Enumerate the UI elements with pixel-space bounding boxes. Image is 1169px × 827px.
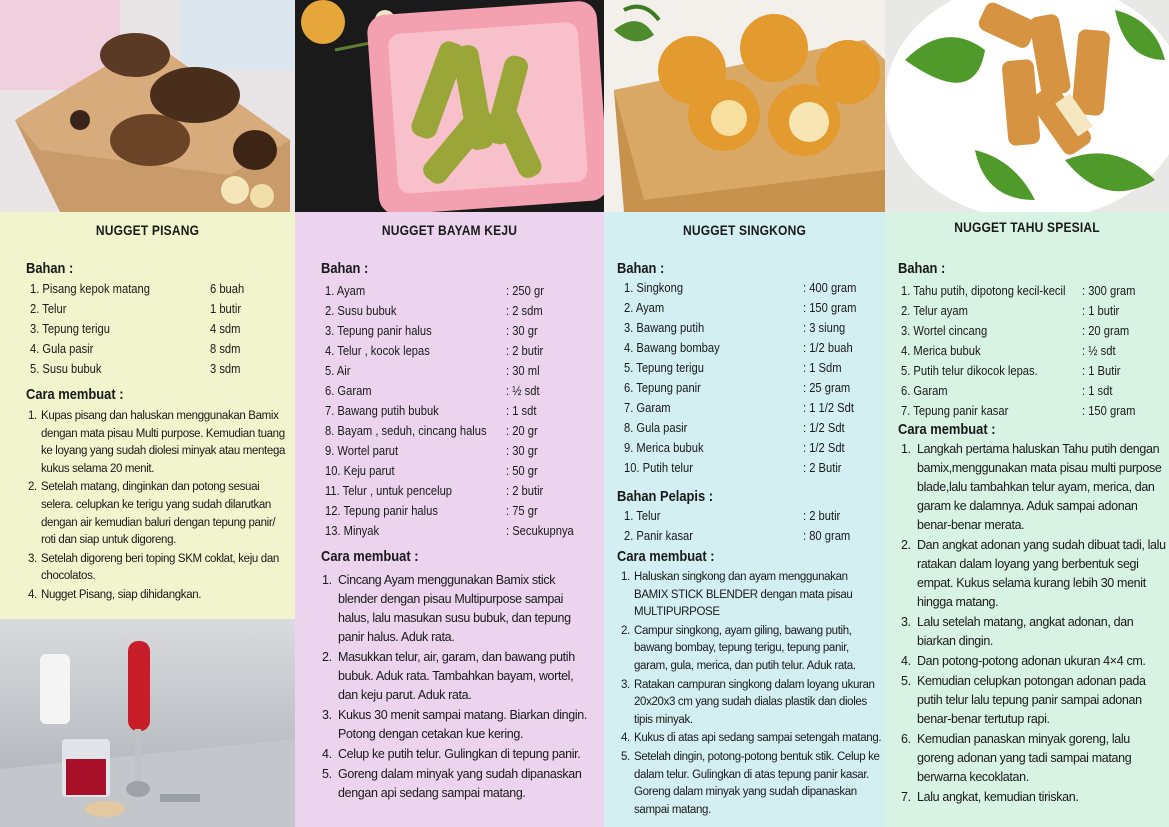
list-item: 6. Tepung panir : 25 gram xyxy=(624,380,851,395)
ingredients-list xyxy=(624,278,882,478)
recipe-panel-singkong xyxy=(604,212,885,827)
ingredients-list xyxy=(901,281,1166,421)
coating-heading: Bahan Pelapis : xyxy=(617,488,714,505)
list-item: 2. Setelah matang, dinginkan dan potong sesuai selera. celupkan ke terigu yang sudah dilarutkan dengan air kemudian baluri dengan tepung panir/ roti dan siap untuk digoreng. xyxy=(28,481,276,547)
list-item: 3. Wortel cincang : 20 gram xyxy=(901,323,1130,338)
list-item: 2. Dan angkat adonan yang sudah dibuat tadi, lalu ratakan dalam loyang yang berbentuk segi empat. Kukus selama kurang lebih 30 menit hingga matang. xyxy=(901,538,1166,609)
list-item: 11. Telur , untuk pencelup : 2 butir xyxy=(325,483,544,498)
ingredients-list xyxy=(30,279,290,379)
list-item: 1. Cincang Ayam menggunakan Bamix stick blender dengan pisau Multipurpose sampai halus, lalu masukan susu bubuk, dan tepung panir halus. Aduk rata. xyxy=(322,573,571,644)
method-heading: Cara membuat : xyxy=(617,548,715,565)
list-item: 12. Tepung panir halus : 75 gr xyxy=(325,503,538,518)
list-item: 1. Haluskan singkong dan ayam menggunakan BAMIX STICK BLENDER dengan mata pisau MULTIPURPOSE xyxy=(621,571,853,619)
list-item: 8. Gula pasir : 1/2 Sdt xyxy=(624,420,845,435)
recipe-panel-pisang xyxy=(0,212,295,619)
list-item: 1. Ayam : 250 gr xyxy=(325,283,544,298)
list-item: 5. Putih telur dikocok lepas. : 1 Butir xyxy=(901,363,1121,378)
list-item: 5. Kemudian celupkan potongan adonan pada putih telur lalu tepung panir sampai adonan benar-benar tertutup rapi. xyxy=(901,674,1146,726)
photo-nugget-pisang xyxy=(0,0,295,212)
list-item: 9. Wortel parut : 30 gr xyxy=(325,443,538,458)
list-item: 4. Gula pasir 8 sdm xyxy=(30,341,241,356)
list-item: 2. Susu bubuk : 2 sdm xyxy=(325,303,543,318)
list-item: 4. Merica bubuk : ½ sdt xyxy=(901,343,1116,358)
list-item: 1. Telur : 2 butir xyxy=(624,508,841,523)
method-steps xyxy=(901,440,1166,808)
list-item: 5. Tepung terigu : 1 Sdm xyxy=(624,360,842,375)
photo-nugget-tahu xyxy=(885,0,1169,212)
list-item: 1. Tahu putih, dipotong kecil-kecil : 300 gram xyxy=(901,283,1136,298)
list-item: 4. Nugget Pisang, siap dihidangkan. xyxy=(28,588,202,601)
recipe-title: NUGGET PISANG xyxy=(95,222,200,238)
ingredients-list xyxy=(325,281,600,541)
ingredients-heading: Bahan : xyxy=(898,260,946,277)
list-item: 4. Celup ke putih telur. Gulingkan di tepung panir. xyxy=(322,747,581,761)
recipe-column-pisang xyxy=(0,0,295,827)
list-item: 3. Bawang putih : 3 siung xyxy=(624,320,846,335)
list-item: 4. Telur , kocok lepas : 2 butir xyxy=(325,343,544,358)
list-item: 5. Air : 30 ml xyxy=(325,363,540,378)
list-item: 4. Bawang bombay : 1/2 buah xyxy=(624,340,853,355)
recipe-panel-bayam-keju xyxy=(295,212,604,827)
list-item: 2. Telur 1 butir xyxy=(30,301,242,316)
recipe-column-singkong xyxy=(604,0,885,827)
list-item: 5. Goreng dalam minyak yang sudah dipanaskan dengan api sedang sampai matang. xyxy=(322,767,582,800)
method-steps xyxy=(621,569,883,820)
list-item: 5. Susu bubuk 3 sdm xyxy=(30,361,241,376)
list-item: 2. Panir kasar : 80 gram xyxy=(624,528,851,543)
list-item: 10. Putih telur : 2 Butir xyxy=(624,460,842,475)
photo-nugget-bayam-keju xyxy=(295,0,604,212)
list-item: 3. Setelah digoreng beri toping SKM coklat, keju dan chocolatos. xyxy=(28,552,279,583)
method-steps xyxy=(28,408,290,606)
photo-blender-kitchen xyxy=(0,619,295,827)
recipe-title: NUGGET BAYAM KEJU xyxy=(381,222,518,238)
list-item: 10. Keju parut : 50 gr xyxy=(325,463,538,478)
list-item: 6. Garam : ½ sdt xyxy=(325,383,540,398)
recipe-column-bayam-keju xyxy=(295,0,604,827)
list-item: 2. Masukkan telur, air, garam, dan bawang putih bubuk. Aduk rata. Tambahkan bayam, wortel, dan keju parut. Aduk rata. xyxy=(322,650,575,702)
method-heading: Cara membuat : xyxy=(26,386,124,403)
list-item: 2. Campur singkong, ayam giling, bawang putih, bawang bombay, tepung terigu, tepung panir, garam, gula, merica, dan putih telur. Aduk rata. xyxy=(621,624,856,672)
method-heading: Cara membuat : xyxy=(898,421,996,438)
list-item: 6. Garam : 1 sdt xyxy=(901,383,1113,398)
ingredients-heading: Bahan : xyxy=(617,260,665,277)
list-item: 13. Minyak : Secukupnya xyxy=(325,523,574,538)
ingredients-heading: Bahan : xyxy=(321,260,369,277)
method-steps xyxy=(322,571,594,804)
list-item: 2. Telur ayam : 1 butir xyxy=(901,303,1120,318)
list-item: 5. Setelah dingin, potong-potong bentuk stik. Celup ke dalam telur. Gulingkan di atas tepung panir kasar. Goreng dalam minyak yang sudah dipanaskan sampai matang. xyxy=(621,750,880,816)
recipe-title: NUGGET SINGKONG xyxy=(682,222,806,238)
list-item: 3. Lalu setelah matang, angkat adonan, dan biarkan dingin. xyxy=(901,615,1134,648)
list-item: 7. Bawang putih bubuk : 1 sdt xyxy=(325,403,537,418)
list-item: 7. Lalu angkat, kemudian tiriskan. xyxy=(901,790,1079,804)
list-item: 1. Singkong : 400 gram xyxy=(624,280,857,295)
ingredients-heading: Bahan : xyxy=(26,260,74,277)
list-item: 8. Bayam , seduh, cincang halus : 20 gr xyxy=(325,423,538,438)
list-item: 3. Kukus 30 menit sampai matang. Biarkan dingin. Potong dengan cetakan kue kering. xyxy=(322,708,587,741)
photo-nugget-singkong xyxy=(604,0,885,212)
list-item: 4. Kukus di atas api sedang sampai setengah matang. xyxy=(621,732,882,745)
method-heading: Cara membuat : xyxy=(321,548,419,565)
list-item: 7. Tepung panir kasar : 150 gram xyxy=(901,403,1136,418)
list-item: 3. Tepung panir halus : 30 gr xyxy=(325,323,538,338)
list-item: 3. Ratakan campuran singkong dalam loyang ukuran 20x20x3 cm yang sudah dialas plastik dan dioles tipis minyak. xyxy=(621,678,875,726)
recipe-column-tahu xyxy=(885,0,1169,827)
list-item: 1. Langkah pertama haluskan Tahu putih dengan bamix,menggunakan mata pisau multi purpose blade,lalu tambahkan telur ayam, merica, dan garam ke dalamnya. Aduk sampai adonan benar-benar merata. xyxy=(901,442,1162,532)
list-item: 1. Pisang kepok matang 6 buah xyxy=(30,281,245,296)
recipe-panel-tahu xyxy=(885,212,1169,827)
coating-list xyxy=(624,506,882,546)
list-item: 3. Tepung terigu 4 sdm xyxy=(30,321,241,336)
list-item: 6. Kemudian panaskan minyak goreng, lalu goreng adonan yang tadi sampai matang berwarna kecoklatan. xyxy=(901,732,1132,784)
list-item: 1. Kupas pisang dan haluskan menggunakan Bamix dengan mata pisau Multi purpose. Kemudian tuang ke loyang yang sudah diolesi minyak atau mentega kukus selama 20 menit. xyxy=(28,410,286,475)
list-item: 2. Ayam : 150 gram xyxy=(624,300,857,315)
list-item: 4. Dan potong-potong adonan ukuran 4×4 cm. xyxy=(901,654,1146,668)
list-item: 7. Garam : 1 1/2 Sdt xyxy=(624,400,854,415)
recipe-title: NUGGET TAHU SPESIAL xyxy=(954,219,1100,235)
list-item: 9. Merica bubuk : 1/2 Sdt xyxy=(624,440,845,455)
